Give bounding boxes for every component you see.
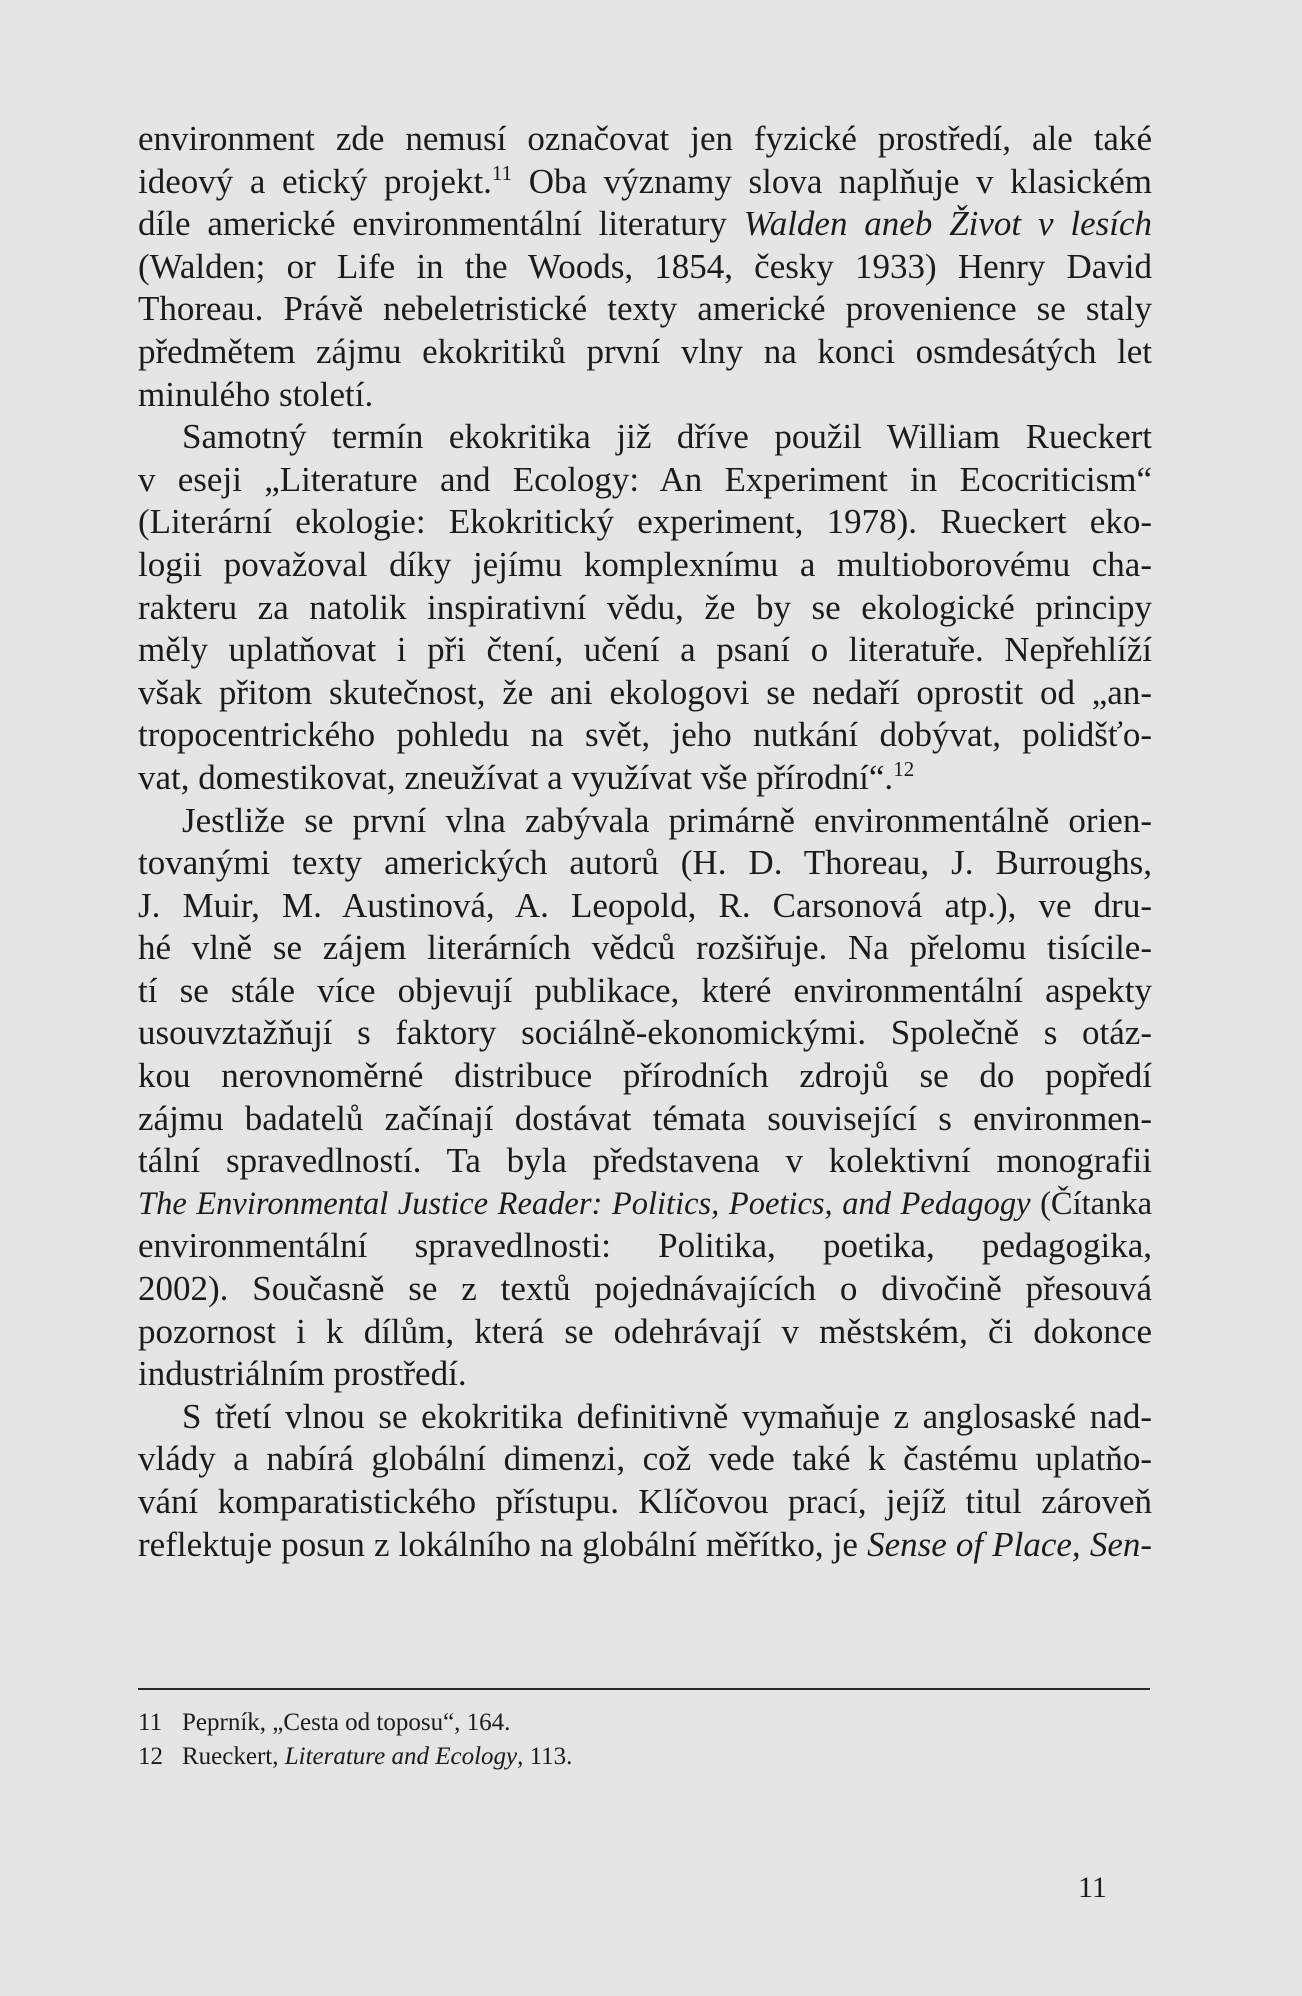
line-text: environmentální spravedlnosti: Politika, poetika, pedagogika, [138, 1226, 1152, 1266]
line-text: J. Muir, M. Austinová, A. Leopold, R. Carsonová atp.), ve dru- [138, 885, 1152, 925]
text-line [138, 1524, 1152, 1567]
text-line [138, 288, 1152, 331]
footnote-reference[interactable]: 12 [893, 756, 915, 781]
footnote-number: 11 [138, 1709, 163, 1736]
text-line [138, 672, 1152, 715]
footnotes [138, 1706, 1152, 1774]
italic-title: Walden aneb Život v lesích [743, 204, 1152, 244]
footnote-text: Peprník, „Cesta od toposu“, 164. [182, 1709, 511, 1736]
footnote [138, 1740, 1152, 1774]
line-text: zájmu badatelů začínají dostávat témata související s environmen- [138, 1098, 1152, 1138]
line-text: (Literární ekologie: Ekokritický experiment, 1978). Rueckert eko- [138, 502, 1152, 542]
text-line [138, 1396, 1152, 1439]
footnote [138, 1706, 1152, 1740]
body-text [138, 118, 1152, 1566]
text-line [138, 459, 1152, 502]
line-text: tovanými texty amerických autorů (H. D. Thoreau, J. Burroughs, [138, 843, 1152, 883]
text-line [138, 1268, 1152, 1311]
text-line [138, 714, 1152, 757]
italic-title: Sense of Place, Sen- [867, 1524, 1153, 1564]
line-text: Jestliže se první vlna zabývala primárně environmentálně orien- [182, 800, 1152, 840]
text-line [138, 374, 1152, 417]
line-text: 2002). Současně se z textů pojednávajících o divočině přesouvá [138, 1269, 1152, 1309]
text-line [138, 1481, 1152, 1524]
line-text: Samotný termín ekokritika již dříve použil William Rueckert [182, 417, 1152, 457]
line-text: měly uplatňovat i při čtení, učení a psaní o literatuře. Nepřehlíží [138, 630, 1152, 670]
text-line [138, 501, 1152, 544]
line-text: hé vlně se zájem literárních vědců rozšiřuje. Na přelomu tisícile- [138, 928, 1152, 968]
line-text: environment zde nemusí označovat jen fyzické prostředí, ale také [138, 119, 1152, 158]
text-line [138, 1225, 1152, 1268]
line-text: tí se stále více objevují publikace, které environmentální aspekty [138, 970, 1152, 1010]
line-text: rakteru za natolik inspirativní vědu, že by se ekologické principy [138, 587, 1152, 627]
line-text: kou nerovnoměrné distribuce přírodních zdrojů se do popředí [138, 1056, 1152, 1096]
text-line [138, 885, 1152, 928]
line-text: pozornost i k dílům, která se odehrávají v městském, či dokonce [138, 1311, 1152, 1351]
line-text: logii považoval díky jejímu komplexnímu a multioborovému cha- [138, 544, 1152, 584]
text-line [138, 246, 1152, 289]
line-text: předmětem zájmu ekokritiků první vlny na konci osmdesátých let [138, 331, 1152, 371]
footnote-text: Rueckert, [182, 1743, 285, 1770]
page-number: 11 [1078, 1871, 1107, 1904]
line-text: vlády a nabírá globální dimenzi, což vede také k častému uplatňo- [138, 1439, 1152, 1479]
text-line [138, 842, 1152, 885]
line-text: minulého století. [138, 374, 374, 414]
text-line [138, 544, 1152, 587]
line-text: reflektuje posun z lokálního na globální měřítko, je [138, 1524, 868, 1564]
text-line [138, 1098, 1152, 1141]
text-line [138, 118, 1152, 161]
text-line [138, 1183, 1152, 1226]
line-text: S třetí vlnou se ekokritika definitivně vymaňuje z anglosaské nad- [182, 1396, 1152, 1436]
line-text: díle americké environmentální literatury [138, 204, 744, 244]
footnote-rule [138, 1688, 1150, 1690]
text-line [138, 1353, 1152, 1396]
text-line [138, 1055, 1152, 1098]
line-text: tální spravedlností. Ta byla představena v kolektivní monografii [138, 1141, 1152, 1181]
text-line [138, 587, 1152, 630]
text-line [138, 927, 1152, 970]
line-text: industriálním prostředí. [138, 1354, 467, 1394]
text-line [138, 757, 1152, 800]
text-line [138, 1311, 1152, 1354]
text-line [138, 1012, 1152, 1055]
line-text: však přitom skutečnost, že ani ekologovi se nedaří oprostit od „an- [138, 672, 1152, 712]
italic-title: The Environmental Justice Reader: Politics, Poetics, and Pedagogy [138, 1185, 1031, 1222]
text-line [138, 629, 1152, 672]
footnote-italic-title: Literature and Ecology [284, 1743, 518, 1770]
footnote-number: 12 [138, 1743, 163, 1770]
text-line [138, 970, 1152, 1013]
line-text: usouvztažňují s faktory sociálně-ekonomickými. Společně s otáz- [138, 1013, 1152, 1053]
line-text-after: Oba významy slova naplňuje v klasickém [512, 161, 1152, 201]
line-text: v eseji „Literature and Ecology: An Experiment in Ecocriticism“ [138, 459, 1152, 499]
footnote-reference[interactable]: 11 [491, 160, 513, 185]
line-text: tropocentrického pohledu na svět, jeho nutkání dobývat, polidšťo- [138, 715, 1152, 755]
line-text: vat, domestikovat, zneužívat a využívat vše přírodní“. [138, 757, 894, 797]
text-line [138, 416, 1152, 459]
line-text: ideový a etický projekt. [138, 161, 492, 201]
line-text: vání komparatistického přístupu. Klíčovou prací, jejíž titul zároveň [138, 1482, 1152, 1521]
text-line [138, 203, 1152, 246]
footnote-text-after: , 113. [517, 1743, 573, 1770]
text-line [138, 1140, 1152, 1183]
text-line [138, 331, 1152, 374]
text-line [138, 1438, 1152, 1481]
line-text: Thoreau. Právě nebeletristické texty americké provenience se staly [138, 289, 1152, 329]
line-text: (Walden; or Life in the Woods, 1854, česky 1933) Henry David [138, 246, 1152, 286]
text-line [138, 800, 1152, 843]
text-line [138, 161, 1152, 204]
line-text-after: (Čítanka [1030, 1185, 1152, 1222]
